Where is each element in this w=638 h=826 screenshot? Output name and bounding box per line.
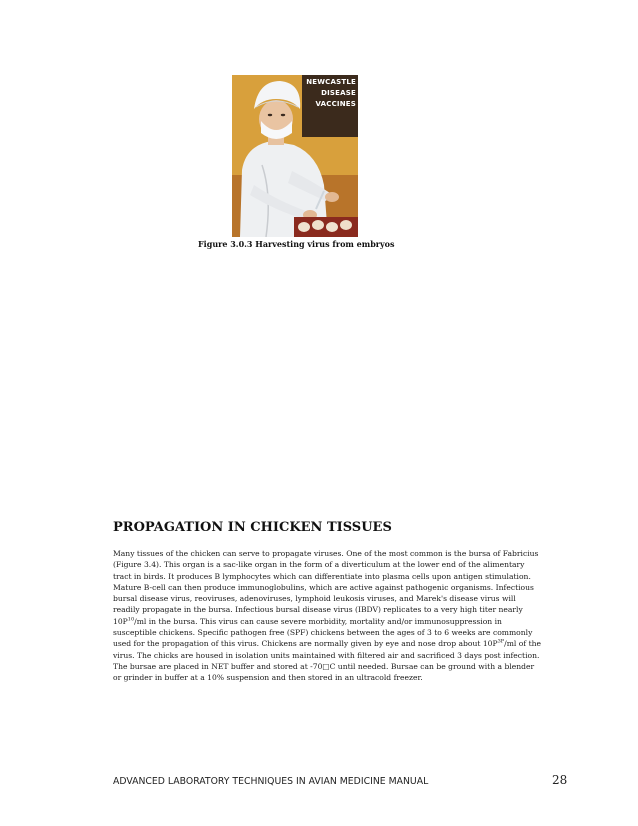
paragraph-part-2: /ml in the bursa. This virus can cause severe morbidity, mortality and/or immunosuppression in susceptible chickens. Specific pathogen free (SPF) chickens between the ages of 3 to 6 weeks are commonly used for the propagation of this virus. Chickens are normally given by eye and nose drop about 10P (113, 616, 533, 649)
paragraph-part-3: /ml of the virus. The chicks are housed in isolation units maintained with filtered air and sacrificed 3 days post infection. The bursae are placed in NET buffer and stored at -70□C until needed. Bursae can be ground with a blender or grinder in buffer at a 10% suspension and then stored in an ultracold freezer. (113, 639, 542, 683)
footer-title: ADVANCED LABORATORY TECHNIQUES IN AVIAN MEDICINE MANUAL (113, 776, 429, 787)
figure-photo (232, 75, 358, 237)
superscript-1: 10 (127, 616, 135, 623)
superscript-2: 3P (497, 638, 505, 645)
section-heading: PROPAGATION IN CHICKEN TISSUES (113, 520, 392, 535)
figure-caption: Figure 3.0.3 Harvesting virus from embryos (198, 239, 395, 249)
page-number: 28 (552, 773, 568, 787)
section-paragraph (113, 548, 541, 684)
photo-sign-line-3: VACCINES (315, 100, 356, 108)
paragraph-part-1: Many tissues of the chicken can serve to propagate viruses. One of the most common is the bursa of Fabricius (Figure 3.4). This organ is a sac-like organ in the form of a diverticulum at the lower end of the alimentary tract in birds. It produces B lymphocytes which can differentiate into plasma cells upon antigen stimulation. Mature B-cell can then produce immunoglobulins, which are active against pathogenic organisms. Infectious bursal disease virus, reoviruses, adenoviruses, lymphoid leukosis viruses, and Marek's disease virus will readily propagate in the bursa. Infectious bursal disease virus (IBDV) replicates to a very high titer nearly 10P (113, 549, 539, 626)
photo-sign-line-1: NEWCASTLE (306, 78, 356, 86)
photo-sign-line-2: DISEASE (321, 89, 356, 97)
